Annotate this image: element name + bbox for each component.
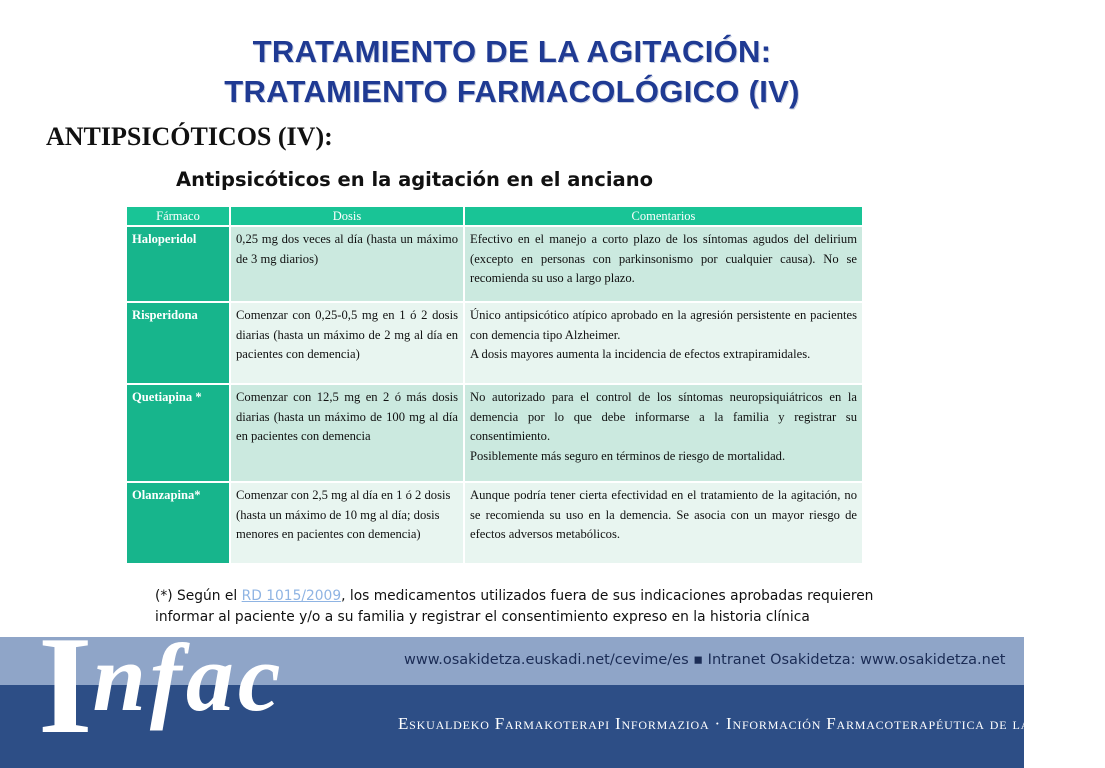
table-caption: Antipsicóticos en la agitación en el anciano [176,168,653,191]
drug-cell: Risperidona [126,302,230,384]
dose-cell: Comenzar con 2,5 mg al día en 1 ó 2 dosis (hasta un máximo de 10 mg al día; dosis menores en pacientes con demencia) [230,482,464,564]
antipsychotics-table [125,205,864,565]
table-row [126,384,863,482]
title-line-2: TRATAMIENTO FARMACOLÓGICO (IV) [224,74,800,109]
logo-initial: I [38,608,93,763]
footnote-text: , los medicamentos utilizados fuera de sus indicaciones aprobadas requieren informar al paciente y/o a su familia y registrar el consentimiento expreso en la historia clínica [155,588,874,625]
drug-cell: Quetiapina * [126,384,230,482]
section-subtitle: ANTIPSICÓTICOS (IV): [46,122,333,151]
comment-line: Efectivo en el manejo a corto plazo de los síntomas agudos del delirium (excepto en personas con parkinsonismo por cualquier causa). No se recomienda su uso a largo plazo. [470,232,857,285]
footer-urls[interactable]: www.osakidetza.euskadi.net/cevime/es ▪ Intranet Osakidetza: www.osakidetza.net [404,652,1006,668]
footnote-prefix: (*) Según el [155,588,242,604]
comments-cell [464,302,863,384]
header-dose: Dosis [230,206,464,226]
header-comments: Comentarios [464,206,863,226]
title-line-1: TRATAMIENTO DE LA AGITACIÓN: [252,34,772,69]
dose-cell: Comenzar con 0,25-0,5 mg en 1 ó 2 dosis diarias (hasta un máximo de 2 mg al día en pacientes con demencia) [230,302,464,384]
dose-cell: Comenzar con 12,5 mg en 2 ó más dosis diarias (hasta un máximo de 100 mg al día en pacientes con demencia [230,384,464,482]
table-row [126,302,863,384]
slide-title [0,32,1024,112]
comments-cell [464,384,863,482]
comment-line: A dosis mayores aumenta la incidencia de efectos extrapiramidales. [470,347,811,361]
dose-cell: 0,25 mg dos veces al día (hasta un máximo de 3 mg diarios) [230,226,464,302]
comment-line: Posiblemente más seguro en términos de riesgo de mortalidad. [470,448,786,463]
table-header-row [126,206,863,226]
comment-line: Único antipsicótico atípico aprobado en la agresión persistente en pacientes con demencia tipo Alzheimer. [470,308,857,342]
rd-1015-2009-link[interactable]: RD 1015/2009 [241,588,342,604]
comment-line: Aunque podría tener cierta efectividad en el tratamiento de la agitación, no se recomienda su uso en la demencia. Se asocia con un mayor riesgo de efectos adversos metabólicos. [470,488,857,541]
footer-info-text: Eskualdeko Farmakoterapi Informazioa · Información Farmacoterapéutica de la Comarca [398,714,1105,733]
infac-logo [38,608,285,763]
header-drug: Fármaco [126,206,230,226]
drug-cell: Olanzapina* [126,482,230,564]
logo-rest: nfac [92,624,285,731]
comments-cell [464,482,863,564]
table-row [126,482,863,564]
comments-cell [464,226,863,302]
drug-cell: Haloperidol [126,226,230,302]
comment-line: No autorizado para el control de los síntomas neuropsiquiátricos en la demencia por lo que debe informarse a la familia y registrar su consentimiento. [470,390,857,443]
table-row [126,226,863,302]
